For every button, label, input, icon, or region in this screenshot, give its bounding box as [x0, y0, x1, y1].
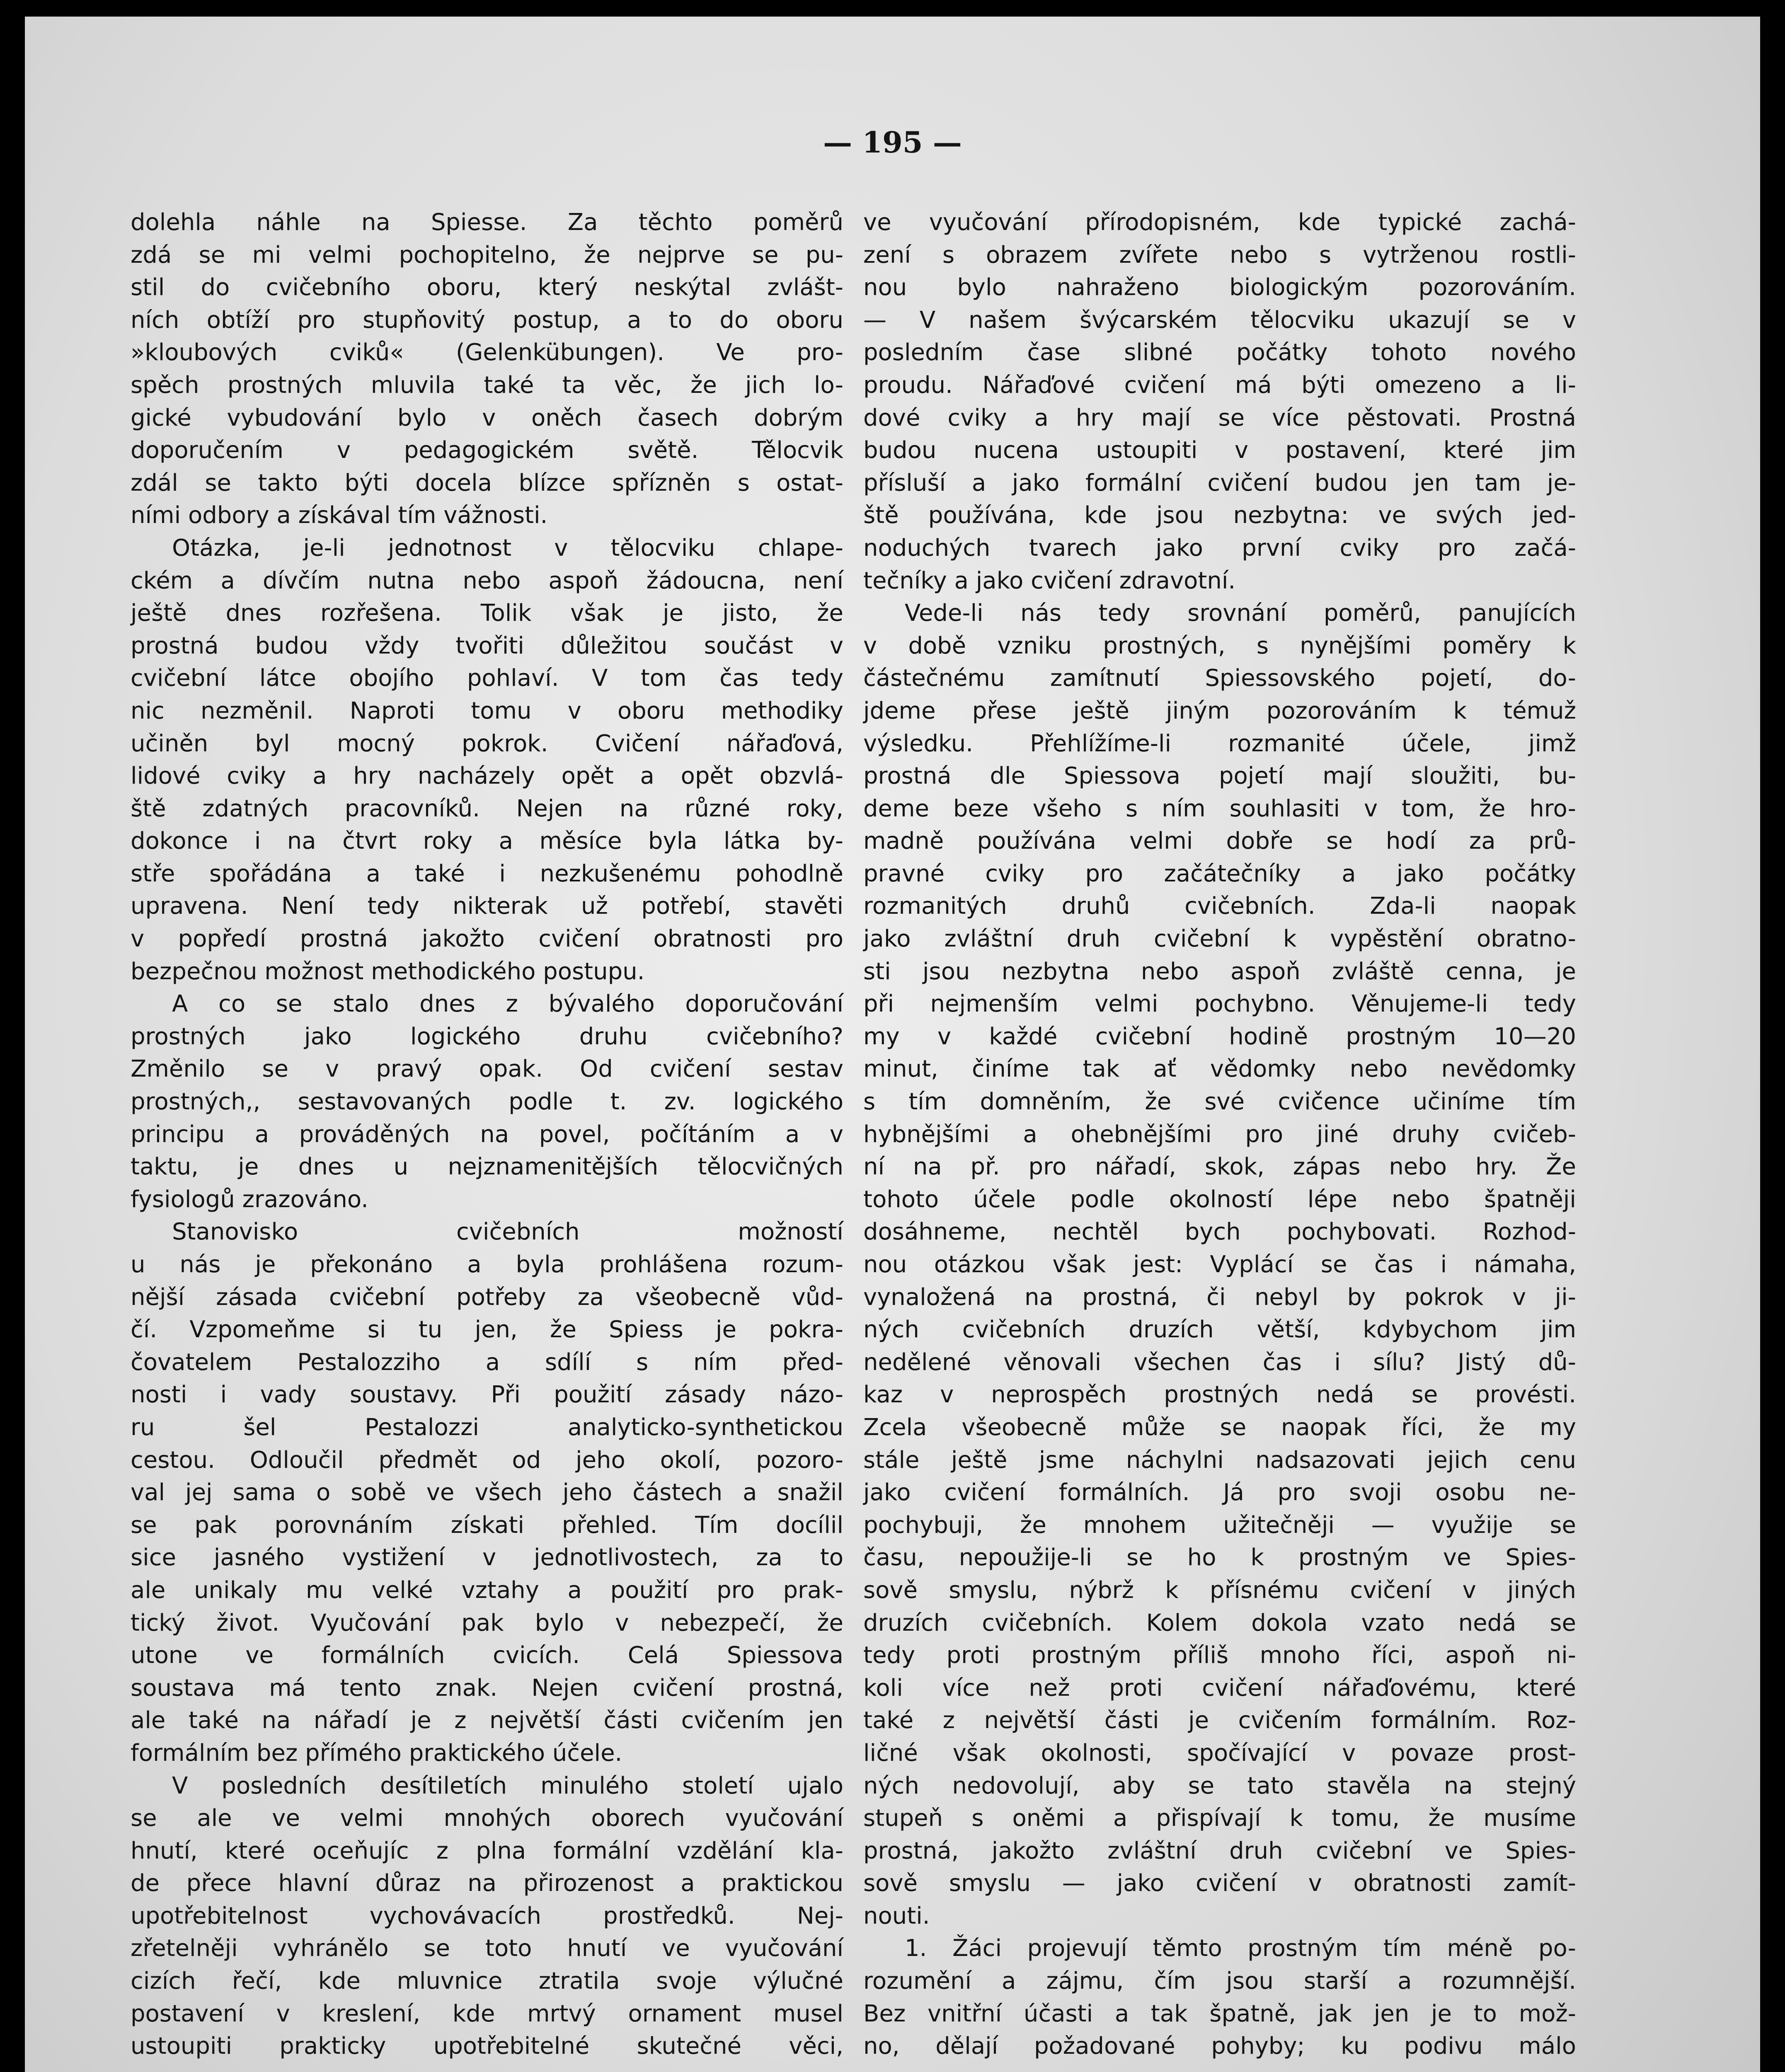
text-line: spěch prostných mluvila také ta věc, že jich lo- [131, 371, 843, 399]
text-line: přísluší a jako formální cvičení budou jen tam je- [863, 469, 1576, 496]
text-line: Otázka, je-li jednotnost v tělocviku chlape- [172, 534, 843, 562]
text-line: proudu. Nářaďové cvičení má býti omezeno a li- [863, 371, 1576, 399]
text-line: nou bylo nahraženo biologickým pozorováním. [863, 274, 1576, 301]
text-line: tický život. Vyučování pak bylo v nebezpečí, že [131, 1609, 843, 1636]
text-line: ných nedovolují, aby se tato stavěla na stejný [863, 1772, 1576, 1799]
text-line: nosti i vady soustavy. Při použití zásady názo- [131, 1381, 843, 1409]
text-line: tečníky a jako cvičení zdravotní. [863, 567, 1236, 594]
text-line: gické vybudování bylo v oněch časech dobrým [131, 404, 843, 431]
text-line: budou nucena ustoupiti v postavení, které jim [863, 437, 1576, 464]
text-line: kaz v neprospěch prostných nedá se provésti. [863, 1381, 1576, 1409]
text-line: hnutí, které oceňujíc z plna formální vzdělání kla- [131, 1837, 843, 1864]
text-line: s tím domněním, že své cvičence učiníme tím [863, 1088, 1576, 1116]
text-line: v době vzniku prostných, s nynějšími poměry k [863, 632, 1576, 659]
text-line: doporučením v pedagogickém světě. Tělocvik [131, 437, 843, 464]
text-line: stil do cvičebního oboru, který neskýtal zvlášt- [131, 274, 843, 301]
text-line: ru šel Pestalozzi analyticko-synthetickou [131, 1414, 843, 1441]
text-line: prostná dle Spiessova pojetí mají sloužiti, bu- [863, 762, 1576, 790]
text-line: noduchých tvarech jako první cviky pro začá- [863, 534, 1576, 562]
text-line: nouti. [863, 1902, 930, 1929]
text-line: bezpečnou možnost methodického postupu. [131, 958, 645, 985]
text-line: sově smyslu — jako cvičení v obratnosti zamít- [863, 1870, 1576, 1897]
text-line: ale unikaly mu velké vztahy a použití pro prak- [131, 1576, 843, 1604]
text-line: jdeme přese ještě jiným pozorováním k témuž [863, 697, 1576, 724]
right-text-column [863, 206, 1576, 2063]
text-line: stále ještě jsme náchylni nadsazovati jejich cenu [863, 1446, 1576, 1474]
text-line: cestou. Odloučil předmět od jeho okolí, pozoro- [131, 1446, 843, 1474]
text-line: Bez vnitřní účasti a tak špatně, jak jen je to mož- [863, 2000, 1576, 2027]
text-line: ní na př. pro nářadí, skok, zápas nebo hry. Že [863, 1153, 1576, 1181]
left-text-column [131, 206, 843, 2063]
text-line: prostných,, sestavovaných podle t. zv. logického [131, 1088, 843, 1116]
text-line: rozumění a zájmu, čím jsou starší a rozumnější. [863, 1968, 1576, 1995]
text-line: hybnějšími a ohebnějšími pro jiné druhy cvičeb- [863, 1121, 1576, 1148]
text-line: taktu, je dnes u nejznamenitějších tělocvičných [131, 1153, 843, 1181]
text-line: my v každé cvičební hodině prostným 10—20 [863, 1023, 1576, 1050]
text-line: zdál se takto býti docela blízce spřízněn s ostat- [131, 469, 843, 496]
text-line: koli více než proti cvičení nářaďovému, které [863, 1674, 1576, 1702]
text-line: zdá se mi velmi pochopitelno, že nejprve se pu- [131, 241, 843, 269]
text-line: val jej sama o sobě ve všech jeho částech a snažil [131, 1479, 843, 1506]
text-line: prostných jako logického druhu cvičebního? [131, 1023, 843, 1050]
text-line: V posledních desítiletích minulého století ujalo [172, 1772, 843, 1799]
text-line: pravné cviky pro začátečníky a jako počátky [863, 860, 1576, 887]
text-line: ckém a dívčím nutna nebo aspoň žádoucna, není [131, 567, 843, 594]
text-line: postavení v kreslení, kde mrtvý ornament musel [131, 2000, 843, 2027]
text-line: při nejmenším velmi pochybno. Věnujeme-li tedy [863, 990, 1576, 1018]
text-line: deme beze všeho s ním souhlasiti v tom, že hro- [863, 795, 1576, 822]
text-line: madně používána velmi dobře se hodí za prů- [863, 828, 1576, 855]
text-line: nou otázkou však jest: Vyplácí se čas i námaha, [863, 1251, 1576, 1278]
text-line: stupeň s oněmi a přispívají k tomu, že musíme [863, 1805, 1576, 1832]
text-line: tohoto účele podle okolností lépe nebo špatněji [863, 1186, 1576, 1213]
text-line: formálním bez přímého praktického účele. [131, 1739, 622, 1767]
text-line: ště používána, kde jsou nezbytna: ve svých jed- [863, 502, 1576, 529]
text-line: ustoupiti prakticky upotřebitelné skutečné věci, [131, 2033, 843, 2060]
text-line: tedy proti prostným příliš mnoho říci, aspoň ni- [863, 1642, 1576, 1669]
text-line: no, dělají požadované pohyby; ku podivu málo [863, 2033, 1576, 2060]
text-line: čí. Vzpomeňme si tu jen, že Spiess je pokra- [131, 1316, 843, 1343]
text-line: ve vyučování přírodopisném, kde typické zachá- [863, 209, 1576, 236]
book-page [25, 17, 1760, 2072]
text-line: Stanovisko cvičebních možností [172, 1218, 843, 1246]
text-line: dové cviky a hry mají se více pěstovati. Prostná [863, 404, 1576, 431]
text-line: »kloubových cviků« (Gelenkübungen). Ve pro- [131, 339, 843, 366]
text-line: zení s obrazem zvířete nebo s vytrženou rostli- [863, 241, 1576, 269]
text-line: dokonce i na čtvrt roky a měsíce byla látka by- [131, 828, 843, 855]
text-line: Zcela všeobecně může se naopak říci, že my [863, 1414, 1576, 1441]
text-line: lidové cviky a hry nacházely opět a opět obzvlá- [131, 762, 843, 790]
text-line: výsledku. Přehlížíme-li rozmanité účele, jimž [863, 730, 1576, 757]
text-line: se ale ve velmi mnohých oborech vyučování [131, 1805, 843, 1832]
text-line: de přece hlavní důraz na přirozenost a praktickou [131, 1870, 843, 1897]
text-line: Vede-li nás tedy srovnání poměrů, panujících [905, 600, 1576, 627]
text-line: principu a prováděných na povel, počítáním a v [131, 1121, 843, 1148]
text-line: jako cvičení formálních. Já pro svoji osobu ne- [863, 1479, 1576, 1506]
text-line: soustava má tento znak. Nejen cvičení prostná, [131, 1674, 843, 1702]
page-number: — 195 — [823, 125, 962, 160]
text-line: fysiologů zrazováno. [131, 1186, 368, 1213]
text-line: sově smyslu, nýbrž k přísnému cvičení v jiných [863, 1576, 1576, 1604]
text-line: ními odbory a získával tím vážnosti. [131, 502, 548, 529]
text-line: v popředí prostná jakožto cvičení obratnosti pro [131, 925, 843, 953]
text-line: dolehla náhle na Spiesse. Za těchto poměrů [131, 209, 843, 236]
text-line: prostná, jakožto zvláštní druh cvičební ve Spies- [863, 1837, 1576, 1864]
text-line: sti jsou nezbytna nebo aspoň zvláště cenna, je [863, 958, 1576, 985]
text-line: cvičební látce obojího pohlaví. V tom čas tedy [131, 665, 843, 692]
text-line: Změnilo se v pravý opak. Od cvičení sestav [131, 1055, 843, 1083]
text-line: sice jasného vystižení v jednotlivostech, za to [131, 1544, 843, 1571]
text-line: nější zásada cvičební potřeby za všeobecně vůd- [131, 1283, 843, 1311]
text-line: čovatelem Pestalozziho a sdílí s ním před- [131, 1348, 843, 1376]
text-line: pochybuji, že mnohem užitečněji — využije se [863, 1511, 1576, 1539]
text-line: ních obtíží pro stupňovitý postup, a to do oboru [131, 306, 843, 334]
text-line: druzích cvičebních. Kolem dokola vzato nedá se [863, 1609, 1576, 1636]
text-line: času, nepoužije-li se ho k prostným ve Spies- [863, 1544, 1576, 1571]
text-line: jako zvláštní druh cvičební k vypěstění obratno- [863, 925, 1576, 953]
text-line: minut, činíme tak ať vědomky nebo nevědomky [863, 1055, 1576, 1083]
text-line: utone ve formálních cvicích. Celá Spiessova [131, 1642, 843, 1669]
text-line: učiněn byl mocný pokrok. Cvičení nářaďová, [131, 730, 843, 757]
text-line: u nás je překonáno a byla prohlášena rozum- [131, 1251, 843, 1278]
text-line: ličné však okolnosti, spočívající v povaze prost- [863, 1739, 1576, 1767]
text-line: se pak porovnáním získati přehled. Tím docílil [131, 1511, 843, 1539]
text-line: — V našem švýcarském tělocviku ukazují se v [863, 306, 1576, 334]
text-line: dosáhneme, nechtěl bych pochybovati. Rozhod- [863, 1218, 1576, 1246]
text-line: posledním čase slibné počátky tohoto nového [863, 339, 1576, 366]
text-line: upravena. Není tedy nikterak už potřebí, stavěti [131, 893, 843, 920]
text-line: vynaložená na prostná, či nebyl by pokrok v ji- [863, 1283, 1576, 1311]
text-line: ale také na nářadí je z největší části cvičením jen [131, 1707, 843, 1734]
text-line: upotřebitelnost vychovávacích prostředků. Nej- [131, 1902, 843, 1929]
text-line: ných cvičebních druzích větší, kdybychom jim [863, 1316, 1576, 1343]
text-line: ště zdatných pracovníků. Nejen na různé roky, [131, 795, 843, 822]
text-line: A co se stalo dnes z bývalého doporučování [172, 990, 843, 1018]
text-line: částečnému zamítnutí Spiessovského pojetí, do- [863, 665, 1576, 692]
text-line: zřetelněji vyhránělo se toto hnutí ve vyučování [131, 1935, 843, 1962]
text-line: rozmanitých druhů cvičebních. Zda-li naopak [863, 893, 1576, 920]
text-line: cizích řečí, kde mluvnice ztratila svoje výlučné [131, 1968, 843, 1995]
text-line: nedělené věnovali všechen čas i sílu? Jistý dů- [863, 1348, 1576, 1376]
text-line: nic nezměnil. Naproti tomu v oboru methodiky [131, 697, 843, 724]
text-line: ještě dnes rozřešena. Tolik však je jisto, že [131, 600, 843, 627]
text-line: 1. Žáci projevují těmto prostným tím méně po- [905, 1935, 1576, 1962]
text-line: prostná budou vždy tvořiti důležitou součást v [131, 632, 843, 659]
text-line: také z největší části je cvičením formálním. Roz- [863, 1707, 1576, 1734]
text-line: stře spořádána a také i nezkušenému pohodlně [131, 860, 843, 887]
